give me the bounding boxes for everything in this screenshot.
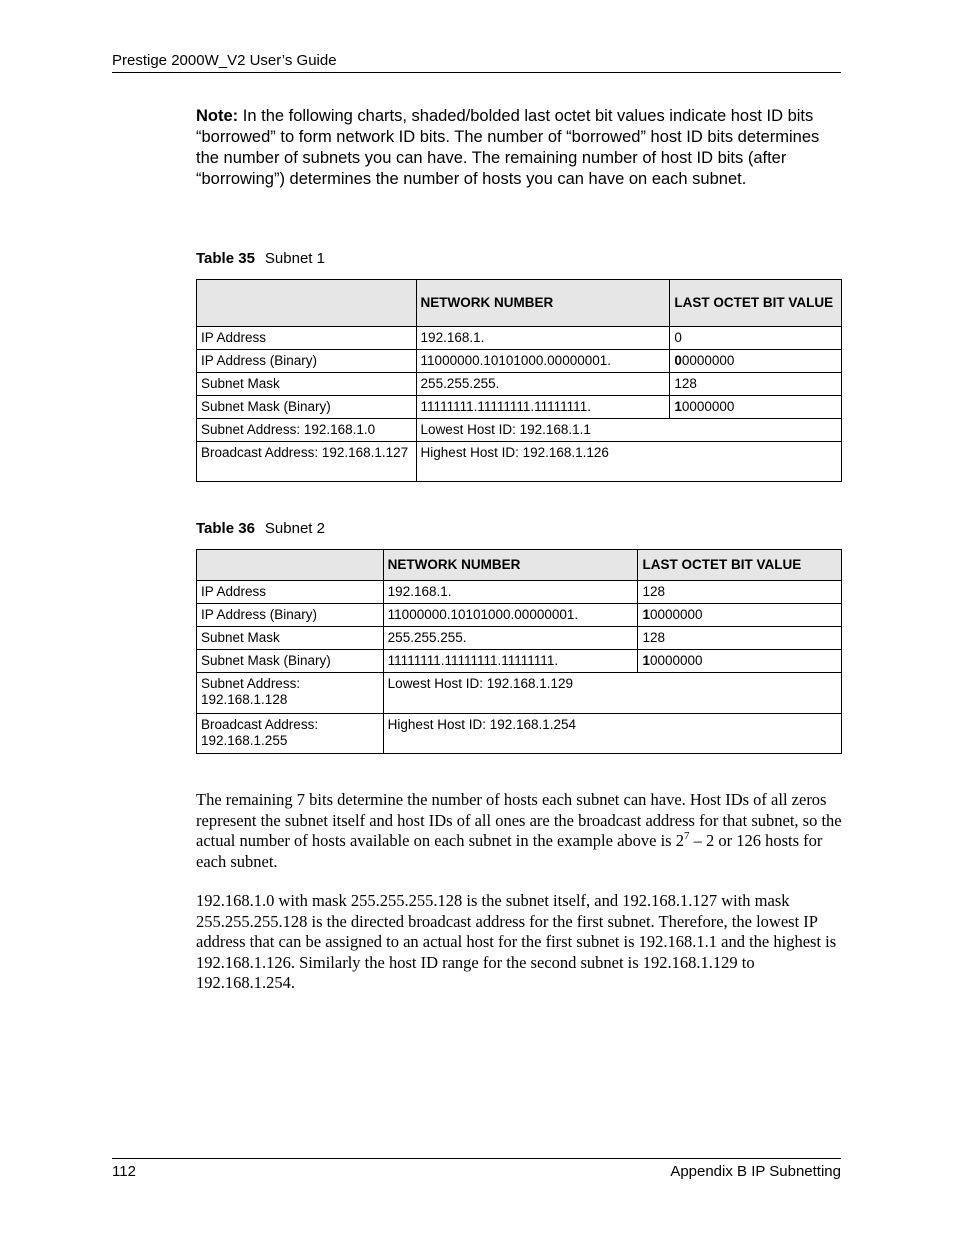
page-header	[112, 52, 841, 73]
bit-bold: 1	[642, 607, 650, 622]
table-row	[197, 396, 842, 419]
bit-rest: 128	[674, 376, 697, 391]
table-row	[197, 442, 842, 482]
paragraph2-text: 192.168.1.0 with mask 255.255.255.128 is the subnet itself, and 192.168.1.127 with mask 255.255.255.128 is the directed broadcast address for the first subnet. Therefore, the lowest IP address that can be assigned to an actual host for the first subnet is 192.168.1.1 and the highest is 192.168.1.126. Similarly the host ID range for the second subnet is 192.168.1.129 to 192.168.1.254.	[196, 891, 837, 992]
paragraph1-text-before: The remaining 7 bits determine the number of hosts each subnet can have. Host IDs of all zeros represent the subnet itself and host IDs of all ones are the broadcast address for that subnet, so the actual number of hosts available on each subnet in the example above is 2	[196, 790, 842, 850]
row-network: 192.168.1.	[383, 581, 638, 604]
row-bit-value	[638, 604, 842, 627]
table-row	[197, 373, 842, 396]
row-network: 255.255.255.	[383, 627, 638, 650]
paragraph1-text-after: – 2 or 126 hosts for each subnet.	[196, 831, 823, 871]
row-label: Subnet Mask	[197, 627, 384, 650]
hosts-explanation-paragraph	[196, 790, 844, 872]
note-text: In the following charts, shaded/bolded last octet bit values indicate host ID bits “borrowed” to form network ID bits. The number of “borrowed” host ID bits determines the number of subnets you can have. The remaining number of host ID bits (after “borrowing”) determines the number of hosts you can have on each subnet.	[196, 107, 820, 188]
row-label: Subnet Mask	[197, 373, 417, 396]
lowest-host-cell: Lowest Host ID: 192.168.1.1	[416, 419, 841, 442]
row-network: 192.168.1.	[416, 327, 670, 350]
row-label: Subnet Mask (Binary)	[197, 396, 417, 419]
table35-caption-title: Subnet 1	[264, 250, 325, 267]
bit-rest: 0000000	[681, 353, 735, 368]
subnet-address-cell: Subnet Address: 192.168.1.0	[197, 419, 417, 442]
table-header-row	[197, 550, 842, 581]
table35-caption	[196, 250, 325, 267]
row-bit-value	[670, 350, 842, 373]
table-row	[197, 350, 842, 373]
page-number: 112	[112, 1163, 136, 1180]
table-row	[197, 419, 842, 442]
row-network: 255.255.255.	[416, 373, 670, 396]
bit-rest: 0000000	[649, 607, 703, 622]
bit-rest: 128	[642, 630, 665, 645]
row-bit-value	[638, 581, 842, 604]
bit-rest: 0000000	[649, 653, 703, 668]
row-network: 11000000.10101000.00000001.	[416, 350, 670, 373]
row-label: Subnet Mask (Binary)	[197, 650, 384, 673]
table-row	[197, 627, 842, 650]
table-row	[197, 714, 842, 754]
highest-host-cell: Highest Host ID: 192.168.1.254	[383, 714, 841, 754]
bit-bold: 1	[642, 653, 650, 668]
note-block	[196, 106, 846, 190]
row-label: IP Address (Binary)	[197, 350, 417, 373]
row-bit-value	[670, 373, 842, 396]
table-row	[197, 650, 842, 673]
table35-caption-number: Table 35	[196, 250, 255, 267]
table35-subnet1	[196, 279, 842, 482]
header-cell-network-number: NETWORK NUMBER	[416, 280, 670, 327]
page-footer	[112, 1158, 841, 1180]
header-cell-network-number: NETWORK NUMBER	[383, 550, 638, 581]
row-bit-value	[670, 327, 842, 350]
bit-rest: 0	[674, 330, 682, 345]
row-label: IP Address (Binary)	[197, 604, 384, 627]
header-cell-empty	[197, 280, 417, 327]
lowest-host-cell: Lowest Host ID: 192.168.1.129	[383, 673, 841, 714]
table-row	[197, 673, 842, 714]
table36-caption-title: Subnet 2	[264, 520, 325, 537]
table-row	[197, 581, 842, 604]
table-header-row	[197, 280, 842, 327]
table36-caption	[196, 520, 325, 537]
header-cell-empty	[197, 550, 384, 581]
row-bit-value	[638, 650, 842, 673]
header-cell-last-octet: LAST OCTET BIT VALUE	[670, 280, 842, 327]
subnet-range-paragraph	[196, 891, 844, 994]
header-cell-last-octet: LAST OCTET BIT VALUE	[638, 550, 842, 581]
bit-bold: 0	[674, 353, 682, 368]
row-network: 11111111.11111111.11111111.	[416, 396, 670, 419]
paragraph1-superscript: 7	[683, 829, 690, 842]
bit-bold: 1	[674, 399, 682, 414]
broadcast-address-cell: Broadcast Address: 192.168.1.255	[197, 714, 384, 754]
row-bit-value	[670, 396, 842, 419]
row-label: IP Address	[197, 581, 384, 604]
broadcast-address-cell: Broadcast Address: 192.168.1.127	[197, 442, 417, 482]
section-title: Appendix B IP Subnetting	[670, 1163, 841, 1180]
table-row	[197, 604, 842, 627]
table-row	[197, 327, 842, 350]
table36-subnet2	[196, 549, 842, 754]
bit-rest: 0000000	[681, 399, 735, 414]
document-title: Prestige 2000W_V2 User’s Guide	[112, 52, 337, 69]
row-bit-value	[638, 627, 842, 650]
subnet-address-cell: Subnet Address: 192.168.1.128	[197, 673, 384, 714]
row-network: 11111111.11111111.11111111.	[383, 650, 638, 673]
bit-rest: 128	[642, 584, 665, 599]
table36-caption-number: Table 36	[196, 520, 255, 537]
highest-host-cell: Highest Host ID: 192.168.1.126	[416, 442, 841, 482]
row-network: 11000000.10101000.00000001.	[383, 604, 638, 627]
row-label: IP Address	[197, 327, 417, 350]
note-label: Note:	[196, 107, 239, 125]
